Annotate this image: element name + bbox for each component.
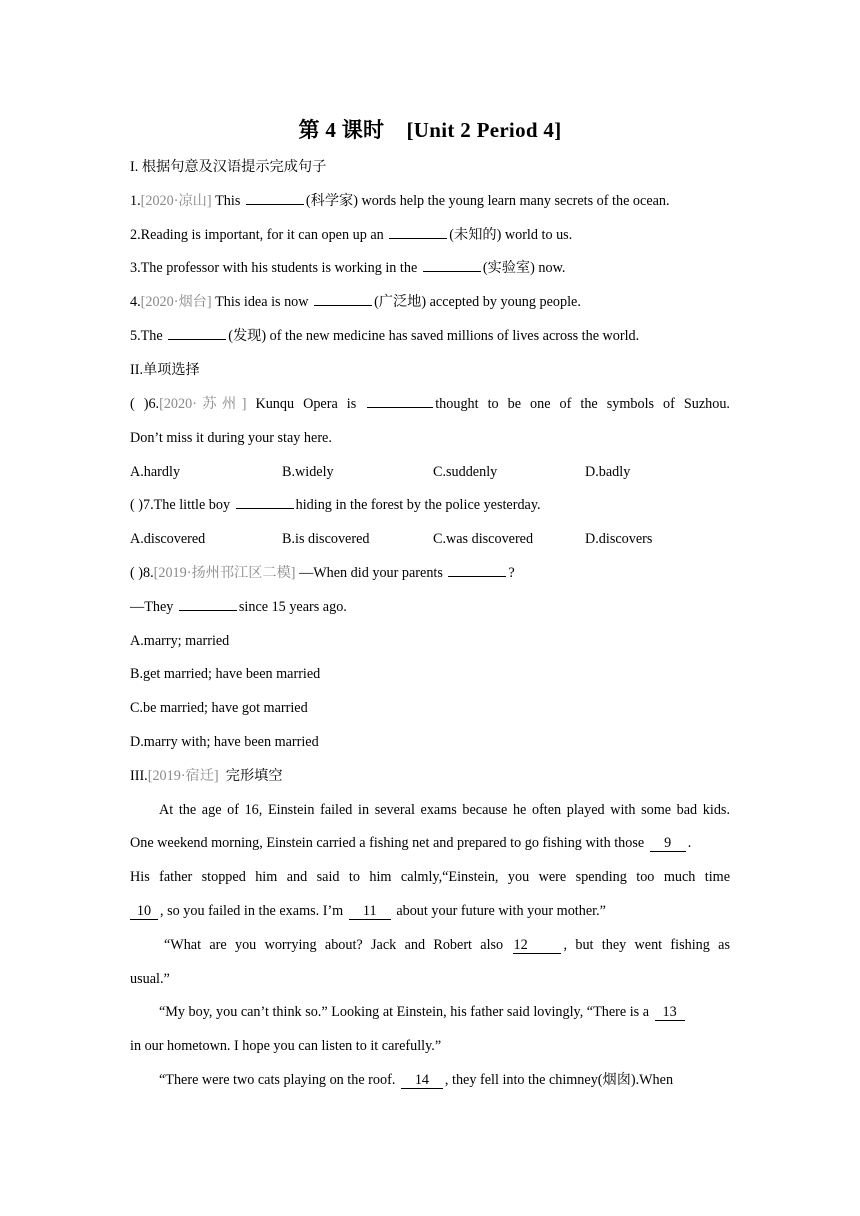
option-d[interactable]: D.discovers [585,531,653,547]
question-3: 3.The professor with his students is working in the (实验室) now. [130,260,566,276]
section-2-heading: II.单项选择 [130,362,200,378]
cloze-blank-14[interactable]: 14 [401,1073,443,1089]
question-1: 1.[2020·凉山] This (科学家) words help the young learn many secrets of the ocean. [130,193,670,209]
option-a[interactable]: A.marry; married [130,633,230,649]
question-4: 4.[2020·烟台] This idea is now (广泛地) accepted by young people. [130,294,581,310]
passage-p2-line-1: “What are you worrying about? Jack and Robert also 12 , but they went fishing as [164,937,730,953]
source-tag: [2019·宿迁] [147,768,219,784]
option-d[interactable]: D.badly [585,464,631,480]
passage-p3-line-2: in our hometown. I hope you can listen to it carefully.” [130,1038,442,1054]
answer-blank[interactable] [246,191,304,205]
option-b[interactable]: B.widely [282,464,334,480]
question-8-line-2: —They since 15 years ago. [130,599,347,615]
option-a[interactable]: A.hardly [130,464,181,480]
cloze-blank-13[interactable]: 13 [655,1005,685,1021]
cloze-blank-9[interactable]: 9 [650,836,686,852]
option-c[interactable]: C.be married; have got married [130,700,308,716]
option-b[interactable]: B.is discovered [282,531,370,547]
passage-p4-line-1: “There were two cats playing on the roof. 14 , they fell into the chimney(烟囱).When [159,1072,674,1088]
answer-blank[interactable] [448,563,506,577]
question-8-line-1: ( )8.[2019·扬州邗江区二模] —When did your parents ? [130,565,515,581]
section-1-heading: I. 根据句意及汉语提示完成句子 [130,159,327,175]
passage-p1-line-3: His father stopped him and said to him calmly,“Einstein, you were spending too much time [130,869,730,885]
answer-blank[interactable] [168,326,226,340]
answer-blank[interactable] [367,394,433,408]
source-tag: [2020·苏州] [159,396,247,412]
answer-blank[interactable] [389,225,447,239]
cloze-blank-10[interactable]: 10 [130,904,158,920]
passage-p2-line-2: usual.” [130,971,170,987]
question-7: ( )7.The little boy hiding in the forest by the police yesterday. [130,497,541,513]
passage-p1-line-1: At the age of 16, Einstein failed in several exams because he often played with some bad kids. [159,802,730,818]
passage-p3-line-1: “My boy, you can’t think so.” Looking at Einstein, his father said lovingly, “There is a 13 [159,1002,730,1022]
source-tag: [2019·扬州邗江区二模] [153,565,296,581]
section-3-heading: III.[2019·宿迁] 完形填空 [130,768,283,784]
option-b[interactable]: B.get married; have been married [130,666,321,682]
option-c[interactable]: C.suddenly [433,464,498,480]
question-6-line-2: Don’t miss it during your stay here. [130,430,332,446]
cloze-blank-11[interactable]: 11 [349,904,391,920]
passage-p1-line-4: 10 , so you failed in the exams. I’m 11 about your future with your mother.” [130,901,730,921]
cloze-blank-12[interactable]: 12 [513,938,561,954]
passage-p1-line-2: One weekend morning, Einstein carried a fishing net and prepared to go fishing with those 9 . [130,835,692,851]
answer-blank[interactable] [423,258,481,272]
option-c[interactable]: C.was discovered [433,531,534,547]
answer-blank[interactable] [179,597,237,611]
page-title: 第 4 课时 [Unit 2 Period 4] [298,118,562,142]
question-2: 2.Reading is important, for it can open up an (未知的) world to us. [130,227,573,243]
answer-blank[interactable] [236,495,294,509]
option-a[interactable]: A.discovered [130,531,206,547]
question-5: 5.The (发现) of the new medicine has saved millions of lives across the world. [130,328,640,344]
source-tag: [2020·凉山] [140,193,212,209]
question-6-line-1: ( )6.[2020·苏州] Kunqu Opera is thought to be one of the symbols of Suzhou. [130,396,730,412]
source-tag: [2020·烟台] [140,294,212,310]
answer-blank[interactable] [314,292,372,306]
option-d[interactable]: D.marry with; have been married [130,734,319,750]
